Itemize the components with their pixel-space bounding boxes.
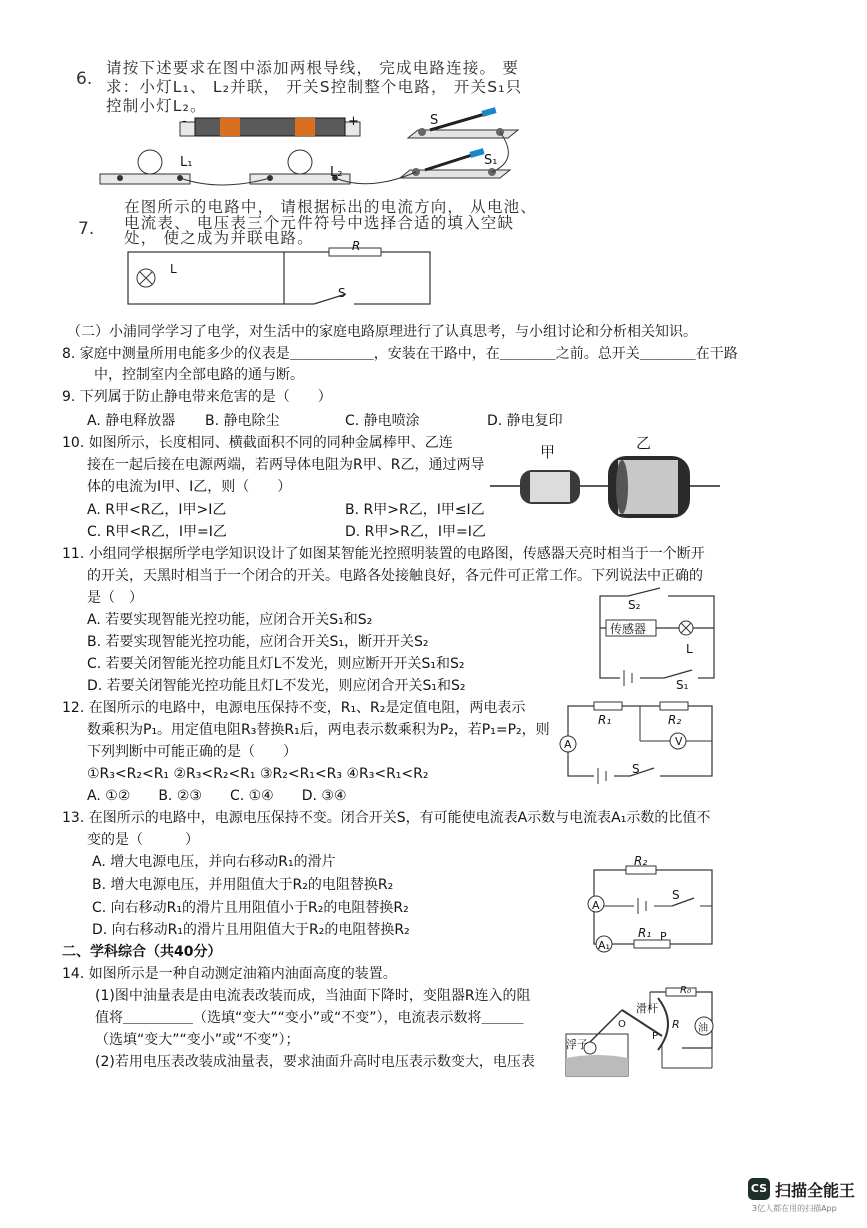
q11-option-d: D. 若要关闭智能光控功能且灯L不发光，则应闭合开关S₁和S₂: [87, 678, 466, 694]
q10-option-c: C. R甲<R乙，I甲=I乙: [87, 524, 227, 540]
q12-line1: 12. 在图所示的电路中，电源电压保持不变，R₁、R₂是定值电阻，两电表示: [62, 700, 526, 716]
q11-switch-s2-label: S₂: [628, 598, 641, 612]
q14-rheostat-r-label: R: [672, 1018, 680, 1031]
q14-r0-label: R₀: [680, 985, 691, 996]
q12-line2: 数乘积为P₁。用定值电阻R₃替换R₁后，两电表示数乘积为P₂，若P₁=P₂，则: [87, 722, 550, 738]
q14-stem: 14. 如图所示是一种自动测定油箱内油面高度的装置。: [62, 966, 397, 982]
scanner-app-logo-icon: CS: [748, 1178, 770, 1200]
q10-option-d: D. R甲>R乙，I甲=I乙: [345, 524, 486, 540]
q6-circuit-figure: [100, 110, 520, 190]
q13-option-b: B. 增大电源电压，并用阻值大于R₂的电阻替换R₂: [92, 877, 394, 893]
q13-r1-label: R₁: [638, 926, 652, 940]
battery-minus-label: -: [182, 114, 187, 129]
q7-line1: 在图所示的电路中， 请根据标出的电流方向， 从电池、: [124, 198, 538, 216]
q10-option-b: B. R甲>R乙，I甲≤I乙: [345, 502, 485, 518]
q14-part2-line1: (2)若用电压表改装成油量表，要求油面升高时电压表示数变大，电压表: [95, 1054, 535, 1070]
scanner-app-title: 扫描全能王: [775, 1181, 856, 1200]
q6-lamp-l2-label: L₂: [330, 165, 343, 180]
q9-option-a: A. 静电释放器: [87, 413, 176, 429]
q10-rod-yi-label: 乙: [636, 434, 652, 452]
q11-line1: 11. 小组同学根据所学电学知识设计了如图某智能光控照明装置的电路图，传感器天亮时相当于一个断开: [62, 546, 705, 562]
q7-line3: 处， 使之成为并联电路。: [124, 229, 314, 247]
q7-resistor-label: R: [352, 239, 361, 253]
q10-line2: 接在一起后接在电源两端，若两导体电阻为R甲、R乙，通过两导: [87, 457, 485, 473]
q6-line1: 请按下述要求在图中添加两根导线， 完成电路连接。 要: [106, 59, 520, 77]
q6-number: 6.: [76, 69, 93, 89]
q11-option-c: C. 若要关闭智能光控功能且灯L不发光，则应断开开关S₁和S₂: [87, 656, 465, 672]
q9-option-d: D. 静电复印: [487, 413, 563, 429]
q11-lamp-label: L: [686, 642, 693, 656]
q14-slider-p-label: P: [652, 1031, 659, 1042]
q13-ammeter-a-label: A: [592, 899, 600, 912]
q12-ammeter-label: A: [564, 738, 572, 751]
q7-lamp-label: L: [170, 262, 177, 276]
q10-line1: 10. 如图所示，长度相同、横截面积不同的同种金属棒甲、乙连: [62, 435, 453, 451]
q10-rod-jia-label: 甲: [540, 443, 556, 461]
q14-part1-line3: （选填“变大”“变小”或“不变”）；: [95, 1032, 300, 1048]
q12-line3: 下列判断中可能正确的是（ ）: [87, 744, 297, 760]
q7-number: 7.: [78, 219, 95, 239]
section-intro: （二）小浦同学学习了电学，对生活中的家庭电路原理进行了认真思考，与小组讨论和分析相关知识。: [67, 324, 697, 340]
q7-line2: 电流表、 电压表三个元件符号中选择合适的填入空缺: [124, 214, 515, 232]
q13-line2: 变的是（ ）: [87, 832, 199, 848]
q14-oil-gauge-label: 油: [698, 1023, 708, 1034]
q13-option-c: C. 向右移动R₁的滑片且用阻值小于R₂的电阻替换R₂: [92, 900, 409, 916]
section2-title: 二、学科综合（共40分）: [62, 944, 222, 960]
q9-option-b: B. 静电除尘: [205, 413, 280, 429]
q10-option-a: A. R甲<R乙，I甲>I乙: [87, 502, 227, 518]
scanner-app-subtitle: 3亿人都在用的扫描App: [752, 1204, 837, 1213]
q6-lamp-l1-label: L₁: [180, 155, 193, 170]
q6-switch-s1-label: S₁: [484, 153, 498, 168]
q14-float-label: 浮子: [566, 1038, 588, 1051]
q9-stem: 9. 下列属于防止静电带来危害的是（ ）: [62, 389, 332, 405]
q6-line3: 控制小灯L₂。: [106, 97, 207, 115]
q11-switch-s1-label: S₁: [676, 678, 689, 692]
q7-circuit-figure: [124, 248, 434, 308]
q12-switch-label: S: [632, 762, 640, 776]
q13-slider-p-label: P: [660, 930, 667, 943]
q13-r2-label: R₂: [634, 854, 648, 868]
q10-line3: 体的电流为I甲、I乙，则（ ）: [87, 479, 292, 495]
q11-option-a: A. 若要实现智能光控功能，应闭合开关S₁和S₂: [87, 612, 373, 628]
q12-line4: ①R₃<R₂<R₁ ②R₃<R₂<R₁ ③R₂<R₁<R₃ ④R₃<R₁<R₂: [87, 766, 429, 782]
q8-line1: 8. 家庭中测量所用电能多少的仪表是＿＿＿＿＿＿，安装在干路中，在＿＿＿＿之前。总开关＿＿＿＿在干路: [62, 346, 738, 362]
q14-pivot-o-label: O: [618, 1019, 626, 1030]
q12-options: A. ①② B. ②③ C. ①④ D. ③④: [87, 788, 347, 804]
q6-line2: 求：小灯L₁、 L₂并联， 开关S控制整个电路， 开关S₁只: [106, 78, 523, 96]
q12-voltmeter-label: V: [675, 735, 683, 748]
q13-switch-label: S: [672, 888, 680, 902]
q14-slider-rod-label: 滑杆: [636, 1002, 658, 1015]
q11-line2: 的开关，天黑时相当于一个闭合的开关。电路各处接触良好，各元件可正常工作。下列说法中正确的: [87, 568, 703, 584]
q13-option-a: A. 增大电源电压，并向右移动R₁的滑片: [92, 854, 336, 870]
q11-line3: 是（ ）: [87, 590, 143, 606]
q13-line1: 13. 在图所示的电路中，电源电压保持不变。闭合开关S，有可能使电流表A示数与电流表A₁示数的比值不: [62, 810, 711, 826]
q6-switch-s-label: S: [430, 113, 439, 128]
q11-option-b: B. 若要实现智能光控功能，应闭合开关S₁，断开开关S₂: [87, 634, 429, 650]
q9-option-c: C. 静电喷涂: [345, 413, 420, 429]
q13-ammeter-a1-label: A₁: [598, 939, 610, 952]
q14-part1-line2: 值将＿＿＿＿＿（选填“变大”“变小”或“不变”），电流表示数将＿＿＿: [95, 1010, 524, 1026]
q12-r1-label: R₁: [598, 713, 612, 727]
q7-switch-label: S: [338, 286, 346, 300]
q11-sensor-label: 传感器: [610, 622, 647, 636]
q8-line2: 中，控制室内全部电路的通与断。: [94, 367, 304, 383]
q14-part1-line1: (1)图中油量表是由电流表改装而成，当油面下降时，变阻器R连入的阻: [95, 988, 531, 1004]
q13-option-d: D. 向右移动R₁的滑片且用阻值大于R₂的电阻替换R₂: [92, 922, 410, 938]
battery-plus-label: +: [348, 114, 359, 129]
q12-r2-label: R₂: [668, 713, 682, 727]
q10-metal-rods-figure: [490, 452, 720, 522]
